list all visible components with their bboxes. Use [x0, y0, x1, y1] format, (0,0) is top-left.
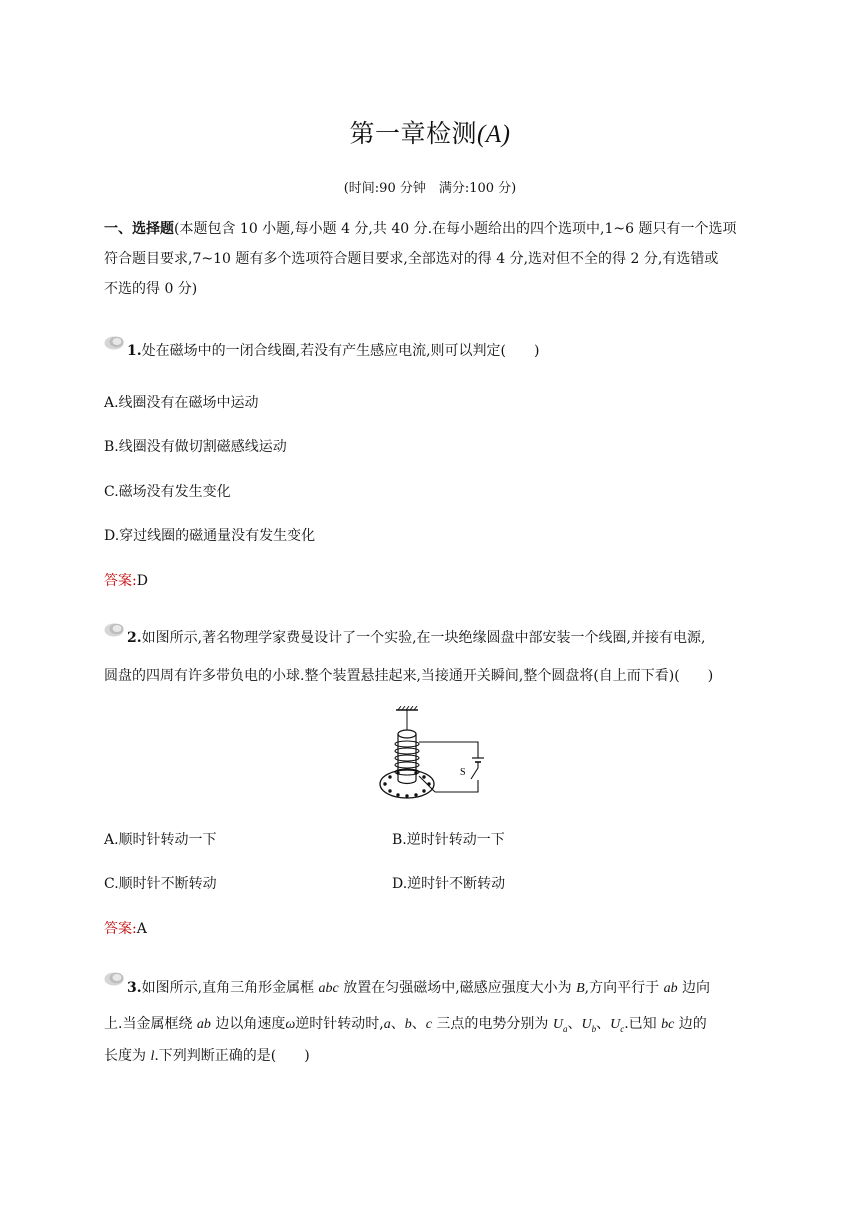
question-2-answer: 答案:A	[104, 921, 147, 937]
question-3-stem-line1: 3.如图所示,直角三角形金属框 abc 放置在匀强磁场中,磁感应强度大小为 B,方向平行于 ab 边向	[127, 980, 711, 996]
question-1-option-c: C.磁场没有发生变化	[104, 484, 231, 500]
exam-info: (时间:90 分钟 满分:100 分)	[343, 181, 517, 196]
switch-label: S	[460, 767, 466, 778]
question-1-stem: 1.处在磁场中的一闭合线圈,若没有产生感应电流,则可以判定( )	[127, 343, 540, 359]
feynman-disk-figure	[374, 706, 499, 802]
page-title: 第一章检测(A)	[349, 119, 511, 148]
question-marker-icon	[104, 623, 124, 637]
question-marker-icon	[104, 972, 124, 986]
question-2-option-c: C.顺时针不断转动	[104, 876, 217, 892]
section-instructions: 一、选择题(本题包含 10 小题,每小题 4 分,共 40 分.在每小题给出的四个选项中,1~6 题只有一个选项 符合题目要求,7~10 题有多个选项符合题目要求,全部选对的得 4 分,选对但不全的得 2 分,有选错或 不选的得 0 分)	[104, 221, 737, 297]
question-1-option-d: D.穿过线圈的磁通量没有发生变化	[104, 528, 316, 544]
question-marker-icon	[104, 336, 124, 350]
question-3-stem-line3: 长度为 l.下列判断正确的是( )	[104, 1048, 310, 1064]
question-2-option-d: D.逆时针不断转动	[392, 876, 506, 892]
question-1-option-b: B.线圈没有做切割磁感线运动	[104, 439, 287, 455]
question-2-option-a: A.顺时针转动一下	[104, 832, 217, 848]
question-2-stem-line2: 圆盘的四周有许多带负电的小球.整个装置悬挂起来,当接通开关瞬间,整个圆盘将(自上而下看)( )	[104, 668, 714, 684]
question-2-option-b: B.逆时针转动一下	[392, 832, 505, 848]
question-3-stem-line2: 上.当金属框绕 ab 边以角速度ω逆时针转动时,a、b、c 三点的电势分别为 $U_a$、$U_b$、$U_c$.已知 bc 边的	[104, 1016, 707, 1034]
question-1-answer: 答案:D	[104, 573, 148, 589]
section-heading: 一、选择题	[104, 221, 174, 237]
question-2-stem-line1: 2.如图所示,著名物理学家费曼设计了一个实验,在一块绝缘圆盘中部安装一个线圈,并接有电源,	[127, 630, 706, 646]
question-1-option-a: A.线圈没有在磁场中运动	[104, 395, 259, 411]
